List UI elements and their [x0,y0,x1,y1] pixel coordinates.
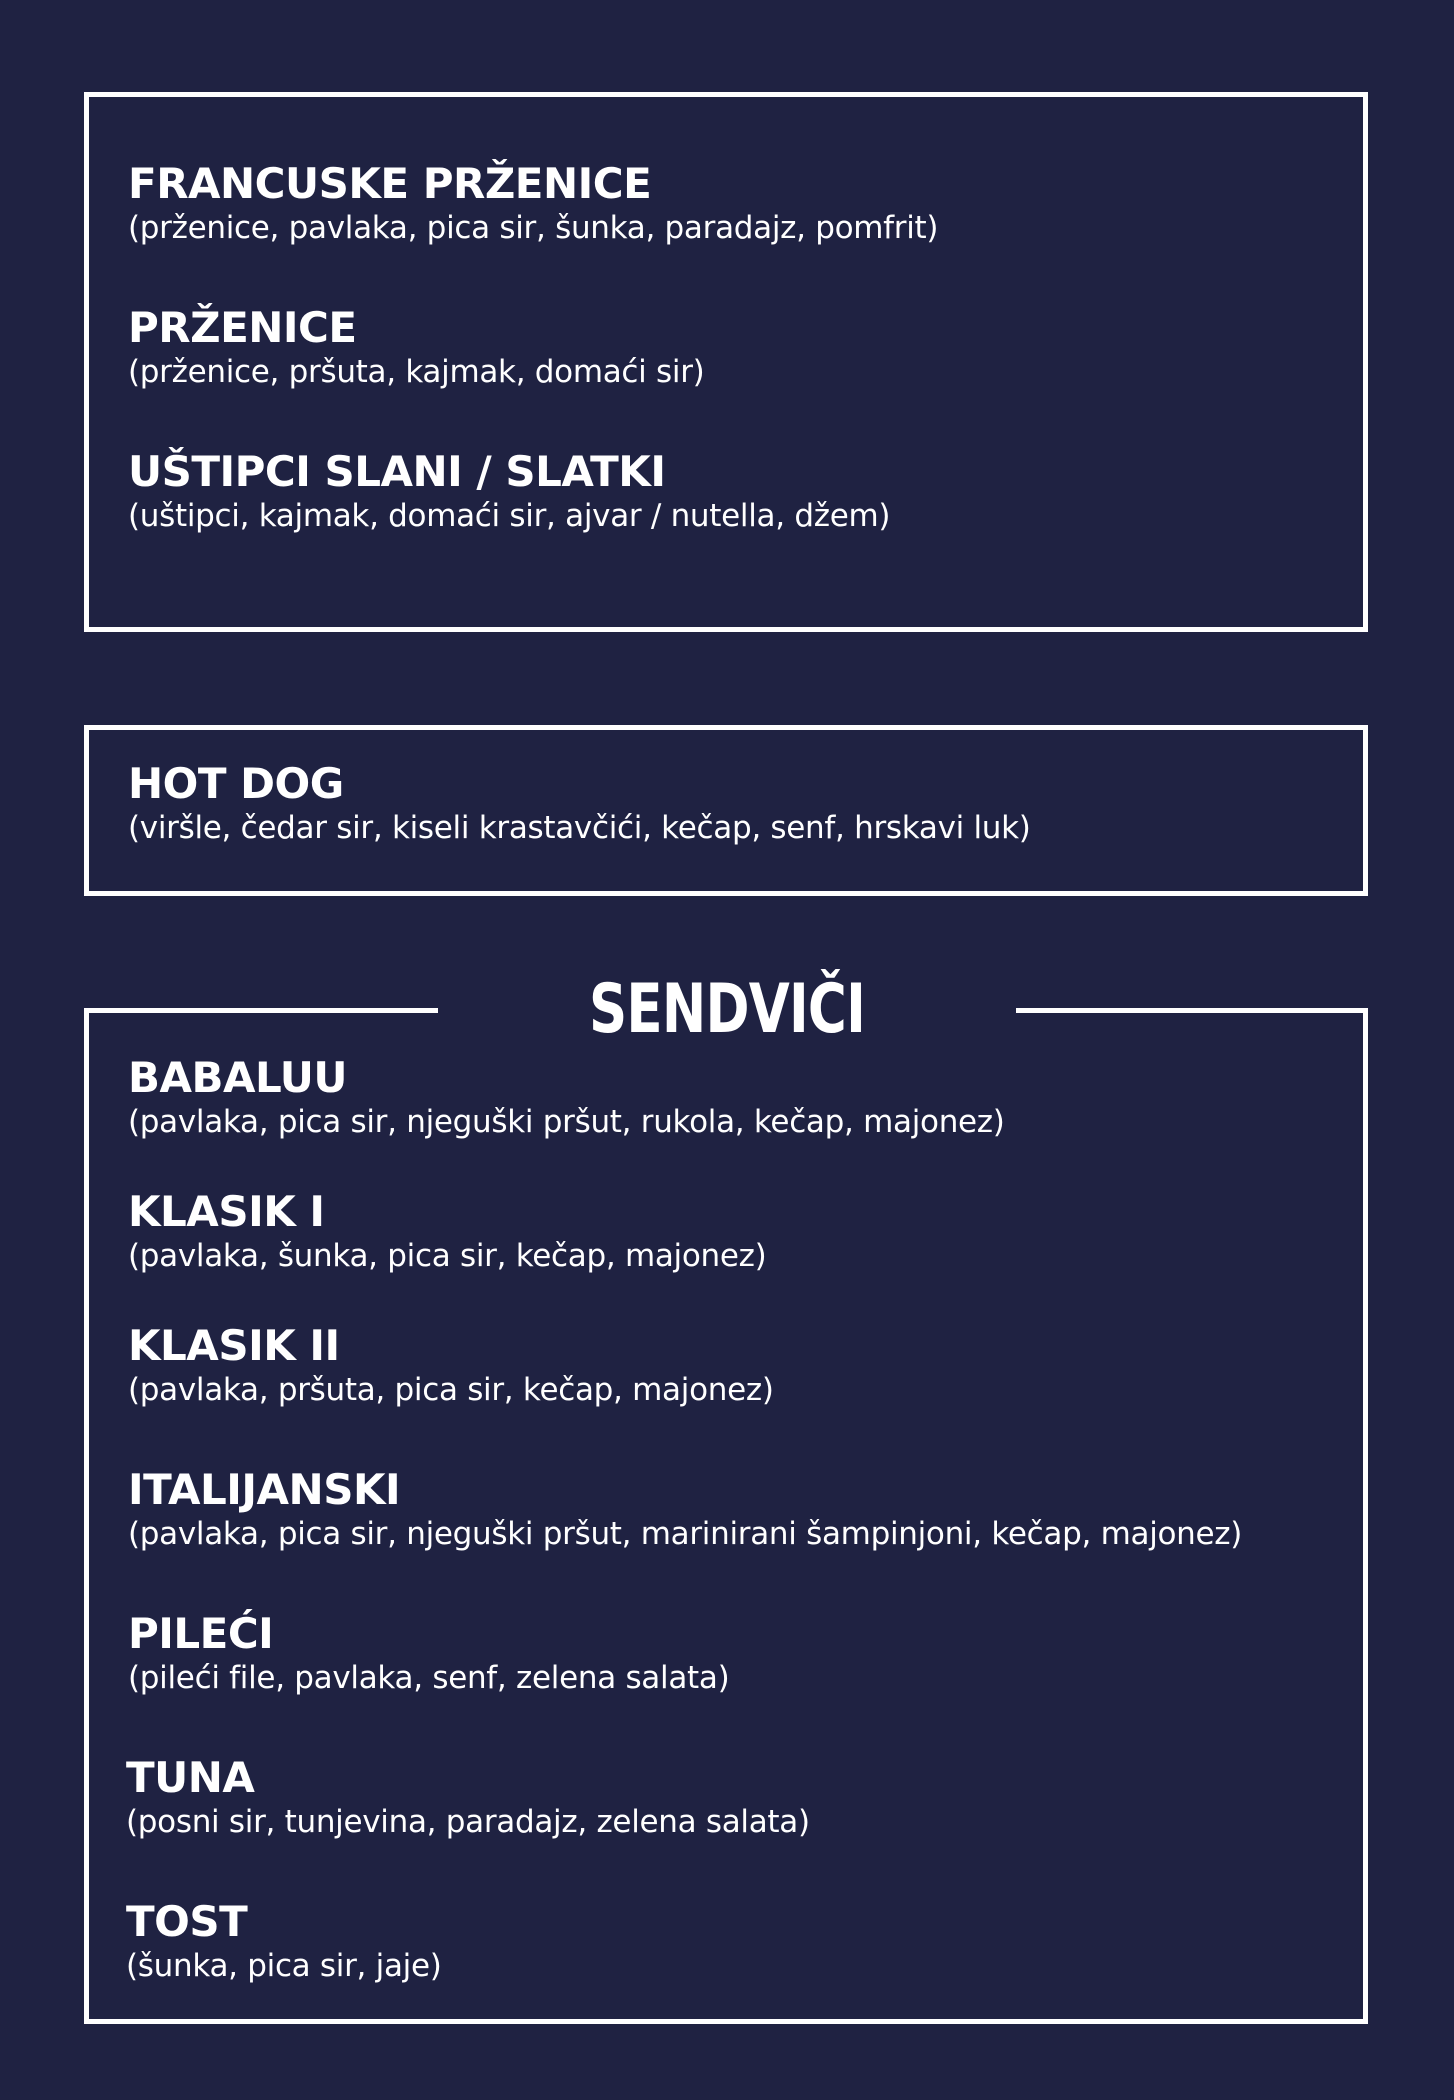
menu-item [128,160,938,248]
item-description: (prženice, pavlaka, pica sir, šunka, paradajz, pomfrit) [128,210,939,246]
item-name: TUNA [126,1753,255,1802]
item-description: (prženice, pršuta, kajmak, domaći sir) [128,354,705,390]
item-name: KLASIK I [128,1187,325,1236]
item-description: (šunka, pica sir, jaje) [126,1948,442,1984]
item-name: TOST [126,1897,248,1946]
menu-item [128,1188,766,1276]
item-description: (pavlaka, pica sir, njeguški pršut, marinirani šampinjoni, kečap, majonez) [128,1516,1243,1552]
menu-item [126,1754,810,1842]
item-description: (pavlaka, šunka, pica sir, kečap, majonez) [128,1238,767,1274]
item-description: (uštipci, kajmak, domaći sir, ajvar / nutella, džem) [128,498,891,534]
menu-item [128,448,890,536]
item-name: PRŽENICE [128,303,357,352]
item-description: (pavlaka, pršuta, pica sir, kečap, majonez) [128,1372,774,1408]
menu-item [128,760,1031,848]
item-name: HOT DOG [128,759,344,808]
menu-item [128,1054,1005,1142]
item-name: PILEĆI [128,1609,274,1658]
item-description: (pavlaka, pica sir, njeguški pršut, rukola, kečap, majonez) [128,1104,1005,1140]
menu-item [126,1898,442,1986]
item-name: KLASIK II [128,1321,340,1370]
item-name: FRANCUSKE PRŽENICE [128,159,652,208]
menu-item [128,304,704,392]
item-name: UŠTIPCI SLANI / SLATKI [128,447,666,496]
item-description: (viršle, čedar sir, kiseli krastavčići, kečap, senf, hrskavi luk) [128,810,1031,846]
item-description: (pileći file, pavlaka, senf, zelena salata) [128,1660,730,1696]
section-title: SENDVIČI [588,970,866,1049]
item-name: ITALIJANSKI [128,1465,401,1514]
menu-item [128,1322,774,1410]
menu-item [128,1466,1242,1554]
menu-item [128,1610,729,1698]
item-description: (posni sir, tunjevina, paradajz, zelena salata) [126,1804,810,1840]
item-name: BABALUU [128,1053,348,1102]
